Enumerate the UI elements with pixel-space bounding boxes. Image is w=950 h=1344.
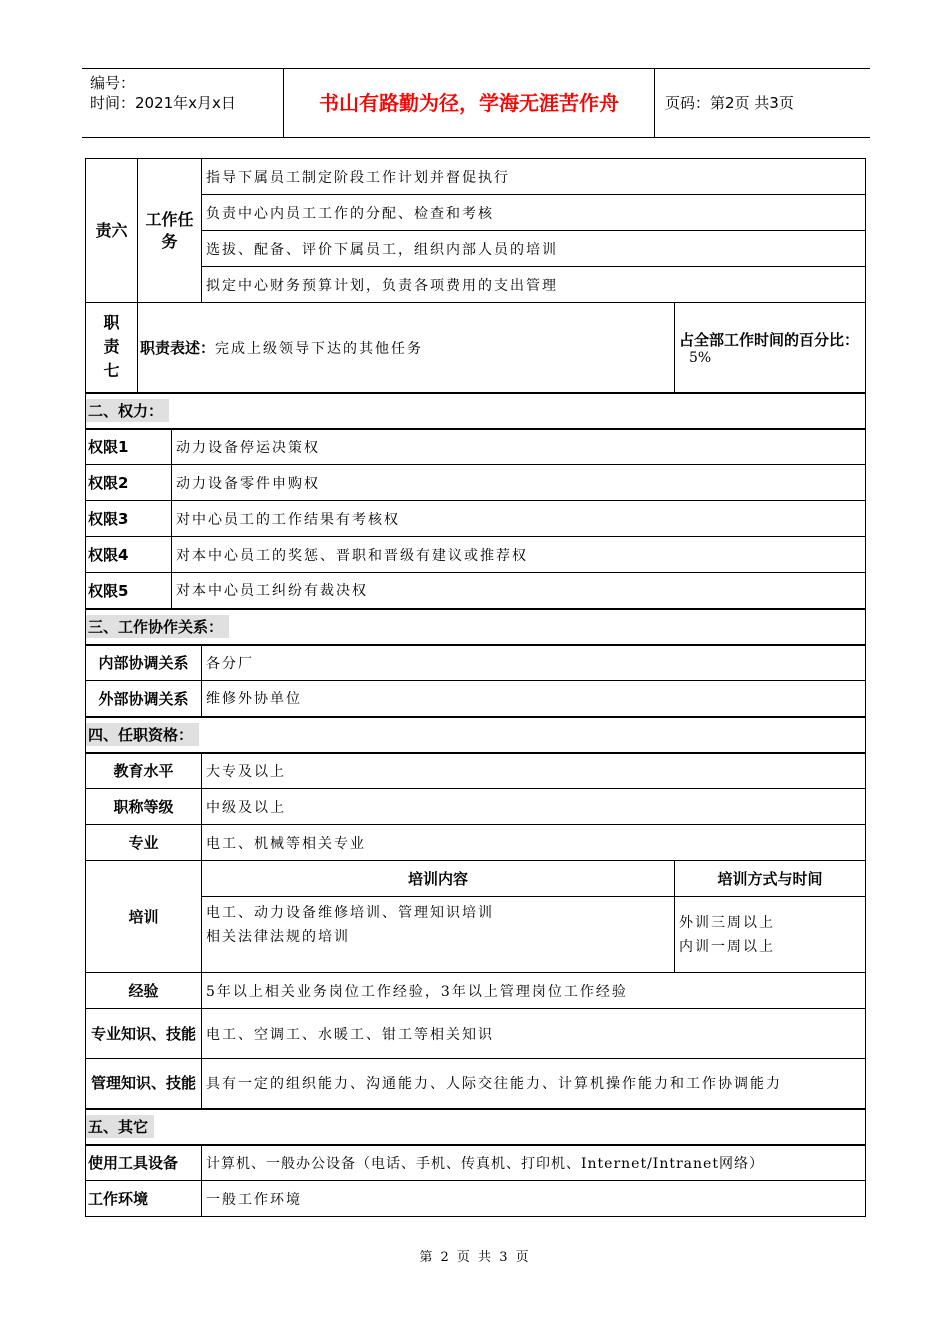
duty6-task: 选拔、配备、评价下属员工，组织内部人员的培训: [202, 231, 866, 267]
title-level-label: 职称等级: [86, 789, 202, 825]
header-motto: 书山有路勤为径，学海无涯苦作舟: [284, 69, 655, 137]
major-label: 专业: [86, 825, 202, 861]
pro-skill-label: 专业知识、技能: [86, 1009, 202, 1059]
authority-value: 动力设备停运决策权: [172, 429, 866, 465]
training-label: 培训: [86, 861, 202, 973]
authority-label: 权限1: [86, 429, 172, 465]
experience-label: 经验: [86, 973, 202, 1009]
internal-relations-value: 各分厂: [202, 645, 866, 681]
qualifications-section: [86, 717, 866, 753]
other-section: [86, 1109, 866, 1145]
authority-label: 权限5: [86, 573, 172, 609]
authority-value: 对本中心员工的奖惩、晋职和晋级有建议或推荐权: [172, 537, 866, 573]
duty6-label: 责六: [86, 159, 138, 303]
relations-heading: 三、工作协作关系：: [86, 615, 229, 638]
training-method: [675, 897, 866, 973]
training-method-line: 内训一周以上: [679, 938, 776, 955]
authority-value: 动力设备零件申购权: [172, 465, 866, 501]
duty6-task: 拟定中心财务预算计划，负责各项费用的支出管理: [202, 267, 866, 303]
pct-value: 5%: [689, 349, 712, 366]
header-page-number: 页码：第2页 共3页: [665, 94, 794, 112]
title-level-value: 中级及以上: [202, 789, 866, 825]
authority-label: 权限2: [86, 465, 172, 501]
training-content-line: 电工、动力设备维修培训、管理知识培训: [206, 905, 495, 921]
environment-label: 工作环境: [86, 1181, 202, 1217]
mgmt-skill-value: 具有一定的组织能力、沟通能力、人际交往能力、计算机操作能力和工作协调能力: [202, 1059, 866, 1109]
external-relations-label: 外部协调关系: [86, 681, 202, 717]
training-method-line: 外训三周以上: [679, 914, 776, 931]
authority-section: [86, 393, 866, 429]
duty7-description: [138, 303, 675, 393]
experience-value: 5年以上相关业务岗位工作经验，3年以上管理岗位工作经验: [202, 973, 866, 1009]
training-method-header: 培训方式与时间: [675, 861, 866, 897]
tools-value: 计算机、一般办公设备（电话、手机、传真机、打印机、Internet/Intranet网络）: [202, 1145, 866, 1181]
tools-label: 使用工具设备: [86, 1145, 202, 1181]
training-content-header: 培训内容: [202, 861, 675, 897]
job-description-table: [85, 158, 866, 1217]
duty6-task: 指导下属员工制定阶段工作计划并督促执行: [202, 159, 866, 195]
number-label: 编号：: [90, 74, 136, 92]
environment-value: 一般工作环境: [202, 1181, 866, 1217]
duty7-percentage: [675, 303, 866, 393]
time-label: 时间：2021年x月x日: [90, 94, 236, 112]
training-content: [202, 897, 675, 973]
duty7-desc-label: 职责表述：: [140, 338, 216, 357]
external-relations-value: 维修外协单位: [202, 681, 866, 717]
header-meta: [82, 69, 284, 137]
relations-section: [86, 609, 866, 645]
qualifications-heading: 四、任职资格：: [86, 723, 199, 746]
duty7-desc-text: 完成上级领导下达的其他任务: [215, 340, 424, 357]
education-value: 大专及以上: [202, 753, 866, 789]
pro-skill-value: 电工、空调工、水暖工、钳工等相关知识: [202, 1009, 866, 1059]
authority-value: 对中心员工的工作结果有考核权: [172, 501, 866, 537]
internal-relations-label: 内部协调关系: [86, 645, 202, 681]
authority-value: 对本中心员工纠纷有裁决权: [172, 573, 866, 609]
duty6-task-label: 工作任务: [138, 159, 202, 303]
other-heading: 五、其它: [86, 1115, 154, 1138]
major-value: 电工、机械等相关专业: [202, 825, 866, 861]
duty6-task: 负责中心内员工工作的分配、检查和考核: [202, 195, 866, 231]
authority-label: 权限4: [86, 537, 172, 573]
pct-label: 占全部工作时间的百分比：: [679, 330, 860, 349]
duty7-label: 职责七: [86, 303, 138, 393]
authority-heading: 二、权力：: [86, 399, 169, 422]
authority-label: 权限3: [86, 501, 172, 537]
page-header: [82, 68, 870, 138]
page-footer: 第 2 页 共 3 页: [419, 1250, 531, 1265]
education-label: 教育水平: [86, 753, 202, 789]
mgmt-skill-label: 管理知识、技能: [86, 1059, 202, 1109]
training-content-line: 相关法律法规的培训: [206, 929, 351, 945]
